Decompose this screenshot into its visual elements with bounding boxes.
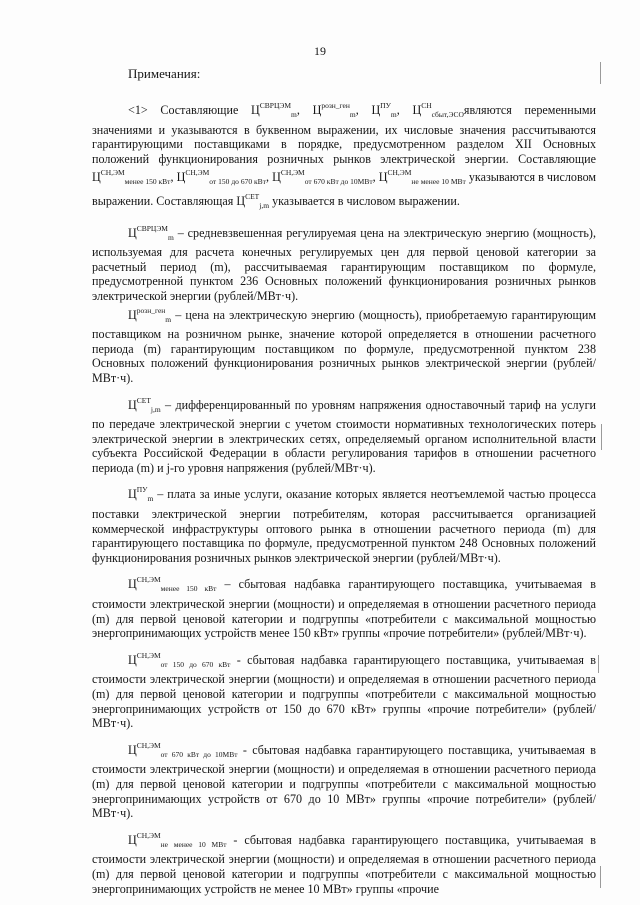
formula-symbol: $Ц^{СН,ЭМ}_{менее 150 кВт}$: [128, 575, 217, 594]
definition-paragraph: [92, 649, 596, 731]
note-1-paragraph: <1> Составляющие $Ц^{СВРЦЭМ}_m$, $Ц^{розн\_ген}_m$, $Ц^{ПУ}_m$, $Ц^{СН}_{сбыт,ЭСО}являются$ переменными значениями и указываются в буквенном выражении, их числовые значения рассчитываются гарантирующими поставщиками в порядке, предусмотренном разделом XII Основных положений функционирования розничных рынков электрической энергии. Составляющие $Ц^{СН,ЭМ}_{менее 150 кВт}$, $Ц^{СН,ЭМ}_{от 150 до 670 кВт}$, $Ц^{СН,ЭМ}_{от 670 кВт до 10МВт}$, $Ц^{СН,ЭМ}_{не менее 10 МВт}$ указываются в числовом выражении. Составляющая $Ц^{СЕТ}_{j,m}$ указывается в числовом выражении.: [92, 101, 597, 210]
formula-symbol: $Ц^{СН,ЭМ}_{от 670 кВт до 10МВт}$: [272, 168, 373, 187]
formula-symbol: $Ц^{СВРЦЭМ}_m$: [251, 101, 297, 119]
definition-paragraph: [92, 573, 596, 640]
formula-symbol: $Ц^{СН,ЭМ}_{от 670 кВт до 10МВт}$: [128, 740, 238, 759]
formula-symbol: $Ц^{ПУ}_m$: [371, 101, 397, 119]
page-number: 19: [314, 44, 326, 58]
note-1-text: Составляющие: [518, 151, 596, 166]
formula-symbol: $Ц^{СН,ЭМ}_{не менее 10 МВт}$: [128, 830, 227, 849]
formula-symbol: $Ц^{СН,ЭМ}_{от 150 до 670 кВт}$: [176, 168, 266, 187]
note-1-text: являются переменными значениями и указываются в буквенном выражении, их числовые значения рассчитываются гарантирующими поставщиками в порядке, предусмотренном разделом XII Основных положений функционирования розничных рынков электрической энергии.: [92, 103, 597, 166]
formula-symbol: $Ц^{СВРЦЭМ}_m$: [128, 223, 174, 242]
definition-paragraph: [92, 394, 596, 476]
formula-symbol: $Ц^{ПУ}_m$: [128, 485, 154, 504]
definition-text: – дифференцированный по уровням напряжения одноставочный тариф на услуги по передаче электрической энергии с учетом стоимости нормативных технологических потерь электрической энергии в электрических сетях, определяемый органом исполнительной власти субъекта Российской Федерации в области регулирования тарифов в отношении расчетного периода (m) и j-го уровня напряжения (рублей/МВт·ч).: [92, 397, 596, 475]
definition-text: – цена на электрическую энергию (мощность), приобретаемую гарантирующим поставщиком на розничном рынке, значение которой определяется в отношении расчетного периода (m) гарантирующим поставщиком по формуле, предусмотренной пунктом 238 Основных положений функционирования розничных рынков электрической энергии (рублей/МВт·ч).: [92, 307, 596, 385]
notes-body: [92, 99, 596, 896]
definition-paragraph: [92, 304, 596, 386]
definition-text: - сбытовая надбавка гарантирующего поставщика, учитываемая в стоимости электрической энергии (мощности) и определяемая в отношении расчетного периода (m) для первой ценовой категории и подгруппы «потребители с максимальной мощностью энергопринимающих устройств от 670 до 10 МВт» группы «прочие потребители» (рублей/МВт·ч).: [92, 742, 597, 821]
definition-text: – средневзвешенная регулируемая цена на электрическую энергию (мощность), используемая для расчета конечных регулируемых цен для первой ценовой категории за расчетный период (m), рассчитываемая гарантирующим поставщиком по формуле, предусмотренной пунктом 236 Основных положений функционирования розничных рынков электрической энергии (рублей/МВт·ч).: [92, 225, 596, 303]
definition-paragraph: [92, 222, 596, 304]
formula-symbol: $Ц^{СЕТ}_{j,m}$: [236, 191, 270, 210]
note-1-text: указываются в числовом выражении. Составляющая: [92, 170, 597, 208]
formula-symbol: $Ц^{СН}_{сбыт,ЭСО}$: [412, 101, 464, 119]
definition-text: – плата за иные услуги, оказание которых является неотъемлемой частью процесса поставки электрической энергии потребителям, которая рассчитывается организацией коммерческой инфраструктуры оптового рынка в отношении расчетного периода (m) для гарантирующего поставщика по формуле, предусмотренной пунктом 248 Основных положений функционирования розничных рынков электрической энергии (рублей/МВт·ч).: [92, 487, 596, 565]
formula-symbol: $Ц^{СЕТ}_{j,m}$: [128, 395, 161, 414]
definition-paragraph: [92, 829, 596, 896]
definition-text: - сбытовая надбавка гарантирующего поставщика, учитываемая в стоимости электрической энергии (мощности) и определяемая в отношении расчетного периода (m) для первой ценовой категории и подгруппы «потребители с максимальной мощностью энергопринимающих устройств от 150 до 670 кВт» группы «прочие потребители» (рублей/МВт·ч).: [92, 652, 597, 731]
scan-edge-mark: [600, 866, 601, 888]
note-1-text: указывается в числовом выражении.: [272, 193, 460, 208]
definition-paragraph: [92, 483, 596, 565]
notes-heading: Примечания:: [128, 66, 201, 81]
formula-symbol: $Ц^{розн\_ген}_m$: [312, 101, 356, 119]
formula-symbol: $Ц^{СН,ЭМ}_{не менее 10 МВт}$: [378, 168, 466, 187]
formula-symbol: $Ц^{СН,ЭМ}_{от 150 до 670 кВт}$: [128, 650, 231, 669]
scan-edge-mark: [598, 655, 599, 673]
formula-symbol: $Ц^{розн\_ген}_m$: [128, 305, 172, 324]
scan-edge-mark: [600, 62, 601, 84]
definition-paragraph: [92, 739, 596, 821]
formula-symbol: $Ц^{СН,ЭМ}_{менее 150 кВт}$: [92, 168, 171, 187]
note-1-lead: <1> Составляющие: [128, 103, 239, 117]
scan-edge-mark: [601, 424, 602, 450]
definition-text: - сбытовая надбавка гарантирующего поставщика, учитываемая в стоимости электрической энергии (мощности) и определяемая в отношении расчетного периода (m) для первой ценовой категории и подгруппы «потребители с максимальной мощностью энергопринимающих устройств не менее 10 МВт» группы «прочие: [92, 832, 597, 896]
definition-text: – сбытовая надбавка гарантирующего поставщика, учитываемая в стоимости электрической энергии (мощности) и определяемая в отношении расчетного периода (m) для первой ценовой категории и подгруппы «потребители с максимальной мощностью энергопринимающих устройств менее 150 кВт» группы «прочие потребители» (рублей/МВт·ч).: [92, 577, 596, 641]
